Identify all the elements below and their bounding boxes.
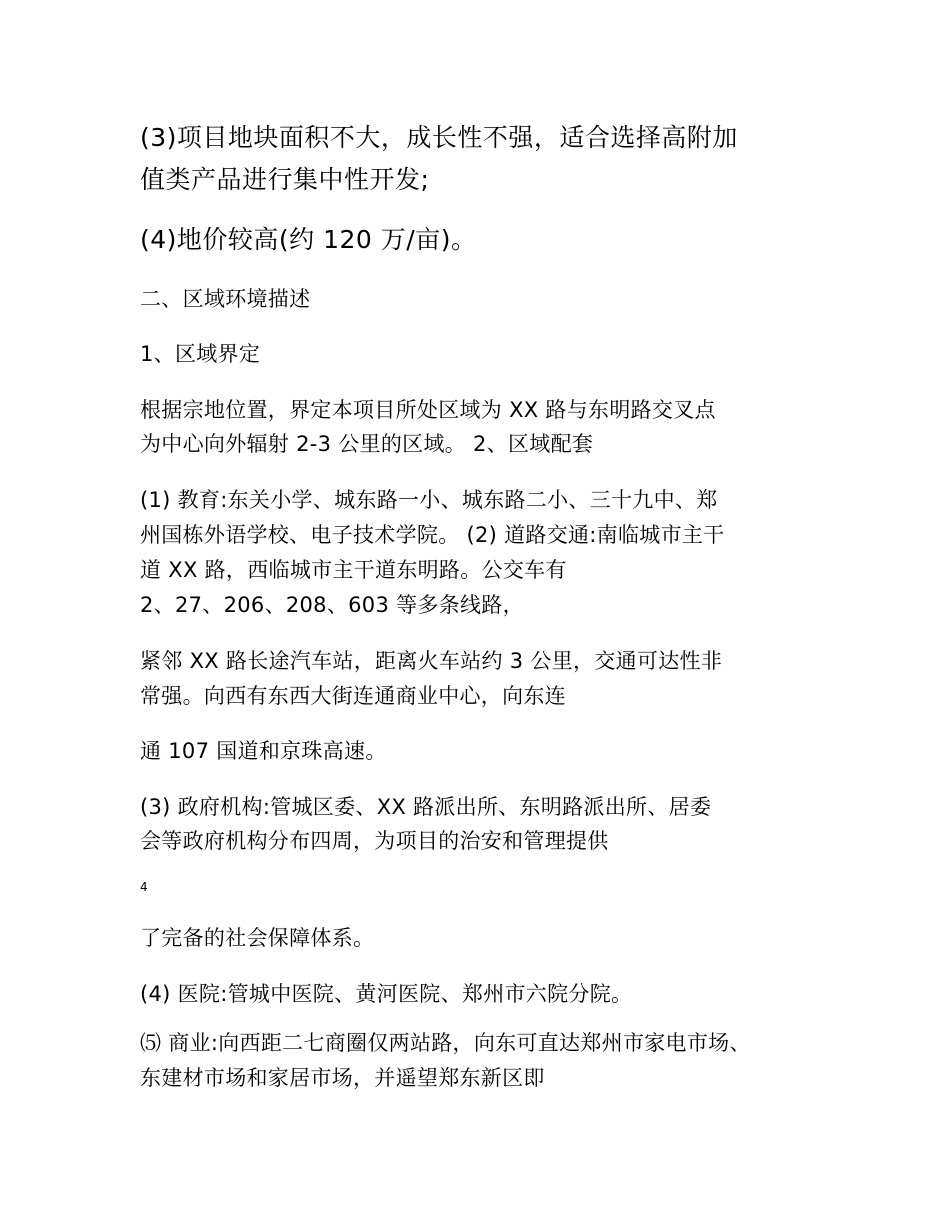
paragraph-line: 为中心向外辐射 2-3 公里的区域。 2、区域配套 [140, 432, 594, 456]
paragraph-line: 根据宗地位置，界定本项目所处区域为 XX 路与东明路交叉点 [140, 398, 716, 422]
paragraph-line: (3) 政府机构:管城区委、XX 路派出所、东明路派出所、居委 [140, 795, 712, 819]
paragraph-line: 东建材市场和家居市场，并遥望郑东新区即 [140, 1066, 545, 1090]
paragraph-line: 2、27、206、208、603 等多条线路， [140, 593, 524, 617]
paragraph-line: (4) 医院:管城中医院、黄河医院、郑州市六院分院。 [140, 982, 633, 1006]
paragraph-line: (4)地价较高(约 120 万/亩)。 [140, 225, 477, 254]
paragraph-line: (3)项目地块面积不大，成长性不强，适合选择高附加 [140, 123, 738, 152]
paragraph-line: 通 107 国道和京珠高速。 [140, 739, 387, 763]
paragraph-line: 道 XX 路，西临城市主干道东明路。公交车有 [140, 558, 567, 582]
paragraph-line: 值类产品进行集中性开发; [140, 165, 430, 194]
section-heading: 二、区域环境描述 [140, 287, 311, 311]
subsection-heading: 1、区域界定 [140, 342, 261, 366]
paragraph-line: (1) 教育:东关小学、城东路一小、城东路二小、三十九中、郑 [140, 488, 718, 512]
paragraph-line: 会等政府机构分布四周，为项目的治安和管理提供 [140, 829, 609, 853]
page-number: 4 [140, 880, 148, 894]
paragraph-line: 常强。向西有东西大街连通商业中心，向东连 [140, 684, 566, 708]
paragraph-line: 州国栋外语学校、电子技术学院。 (2) 道路交通:南临城市主干 [140, 523, 725, 547]
paragraph-line: 了完备的社会保障体系。 [140, 926, 375, 950]
paragraph-line: ⑸ 商业:向西距二七商圈仅两站路，向东可直达郑州市家电市场、 [140, 1031, 751, 1055]
paragraph-line: 紧邻 XX 路长途汽车站，距离火车站约 3 公里，交通可达性非 [140, 649, 723, 673]
